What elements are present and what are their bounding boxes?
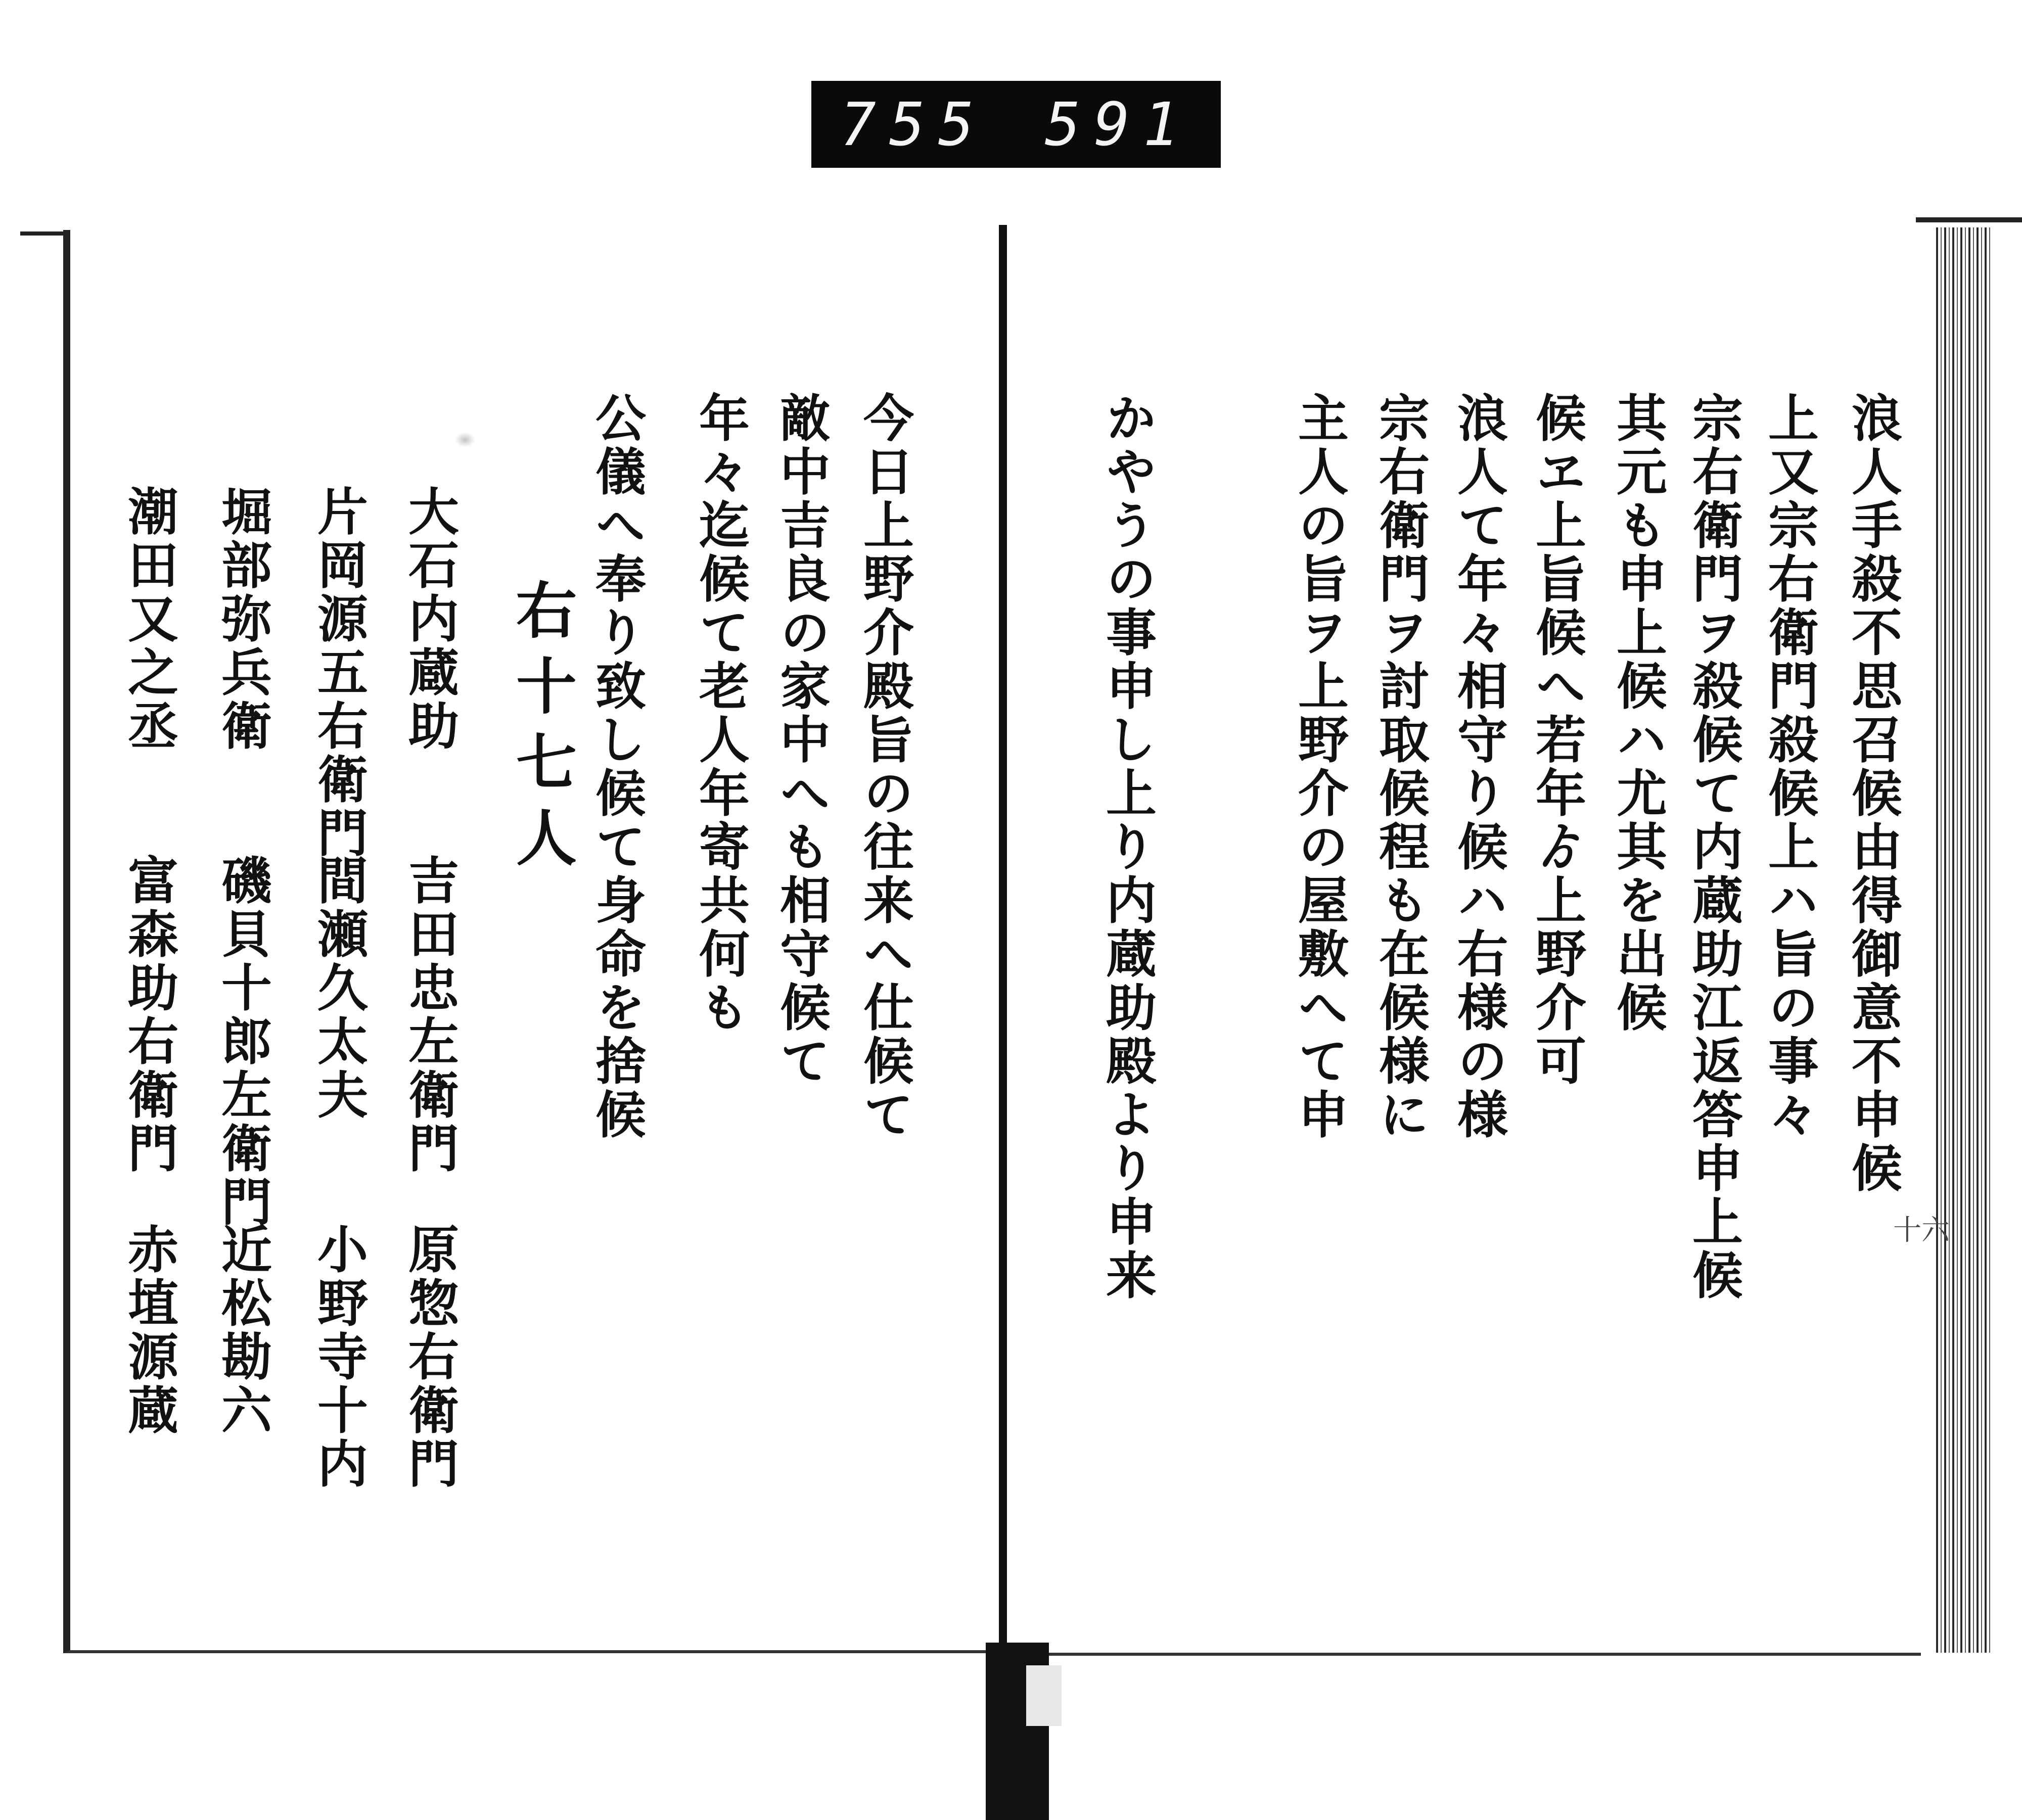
name-chikamatsu: 近松勘六	[213, 1223, 272, 1437]
catalog-label	[811, 81, 1221, 168]
right-line-8: 主人の旨ヲ上野介の屋敷へて申	[1290, 392, 1349, 1142]
heading-seventeen: 右十七人	[506, 579, 577, 882]
folio-mark: 十六	[1893, 1214, 1950, 1247]
name-hara: 原惣右衛門	[400, 1223, 459, 1491]
left-line-3: 年々迄候て老人年寄共何も	[691, 392, 750, 1035]
name-oishi: 大石内蔵助	[400, 485, 459, 753]
left-line-1: 今日上野介殿旨の往来へ仕候て	[855, 392, 914, 1142]
name-ushioda: 潮田又之丞	[119, 485, 179, 753]
right-line-2: 上又宗右衛門殺候上ハ旨の事々	[1760, 392, 1819, 1142]
name-yoshida: 吉田忠左衛門	[400, 854, 459, 1176]
right-line-4: 其元も申上候ハ尤其を出候	[1608, 392, 1668, 1035]
right-page-edge	[1936, 227, 1992, 1653]
right-line-6: 浪人て年々相守り候ハ右様の様	[1449, 392, 1508, 1142]
book-spine	[999, 225, 1007, 1665]
name-mase: 間瀬久太夫	[309, 854, 369, 1122]
name-kataoka: 片岡源五右衛門	[309, 485, 369, 860]
left-page-edge	[20, 231, 66, 236]
name-horibe: 堀部弥兵衛	[213, 485, 272, 753]
name-isogai: 磯貝十郎左衛門	[213, 854, 272, 1229]
name-onodera: 小野寺十内	[309, 1223, 369, 1491]
right-line-7: 宗右衛門ヲ討取候程も在候様に	[1370, 392, 1430, 1142]
catalog-number-right: 591	[1044, 89, 1192, 159]
right-line-9: かやうの事申し上り内蔵助殿より申来	[1097, 392, 1157, 1302]
right-line-5: 候ヱ上旨候へ若年ゟ上野介可	[1527, 392, 1587, 1088]
ink-smudge	[455, 432, 475, 447]
name-akabane: 赤埴源蔵	[119, 1223, 179, 1437]
left-line-2: 敵中吉良の家中へも相守候て	[771, 392, 831, 1088]
spine-binding-notch	[1026, 1665, 1062, 1726]
name-tomimori: 富森助右衛門	[119, 854, 179, 1176]
right-page-edge-top	[1916, 217, 2022, 222]
catalog-number-left: 755	[840, 89, 988, 159]
right-line-1: 浪人手殺不思召候由得御意不申候	[1843, 392, 1903, 1195]
right-line-3: 宗右衛門ヲ殺候て内蔵助江返答申上候	[1684, 392, 1743, 1302]
left-line-4: 公儀へ奉り致し候て身命を捨候	[587, 392, 647, 1142]
